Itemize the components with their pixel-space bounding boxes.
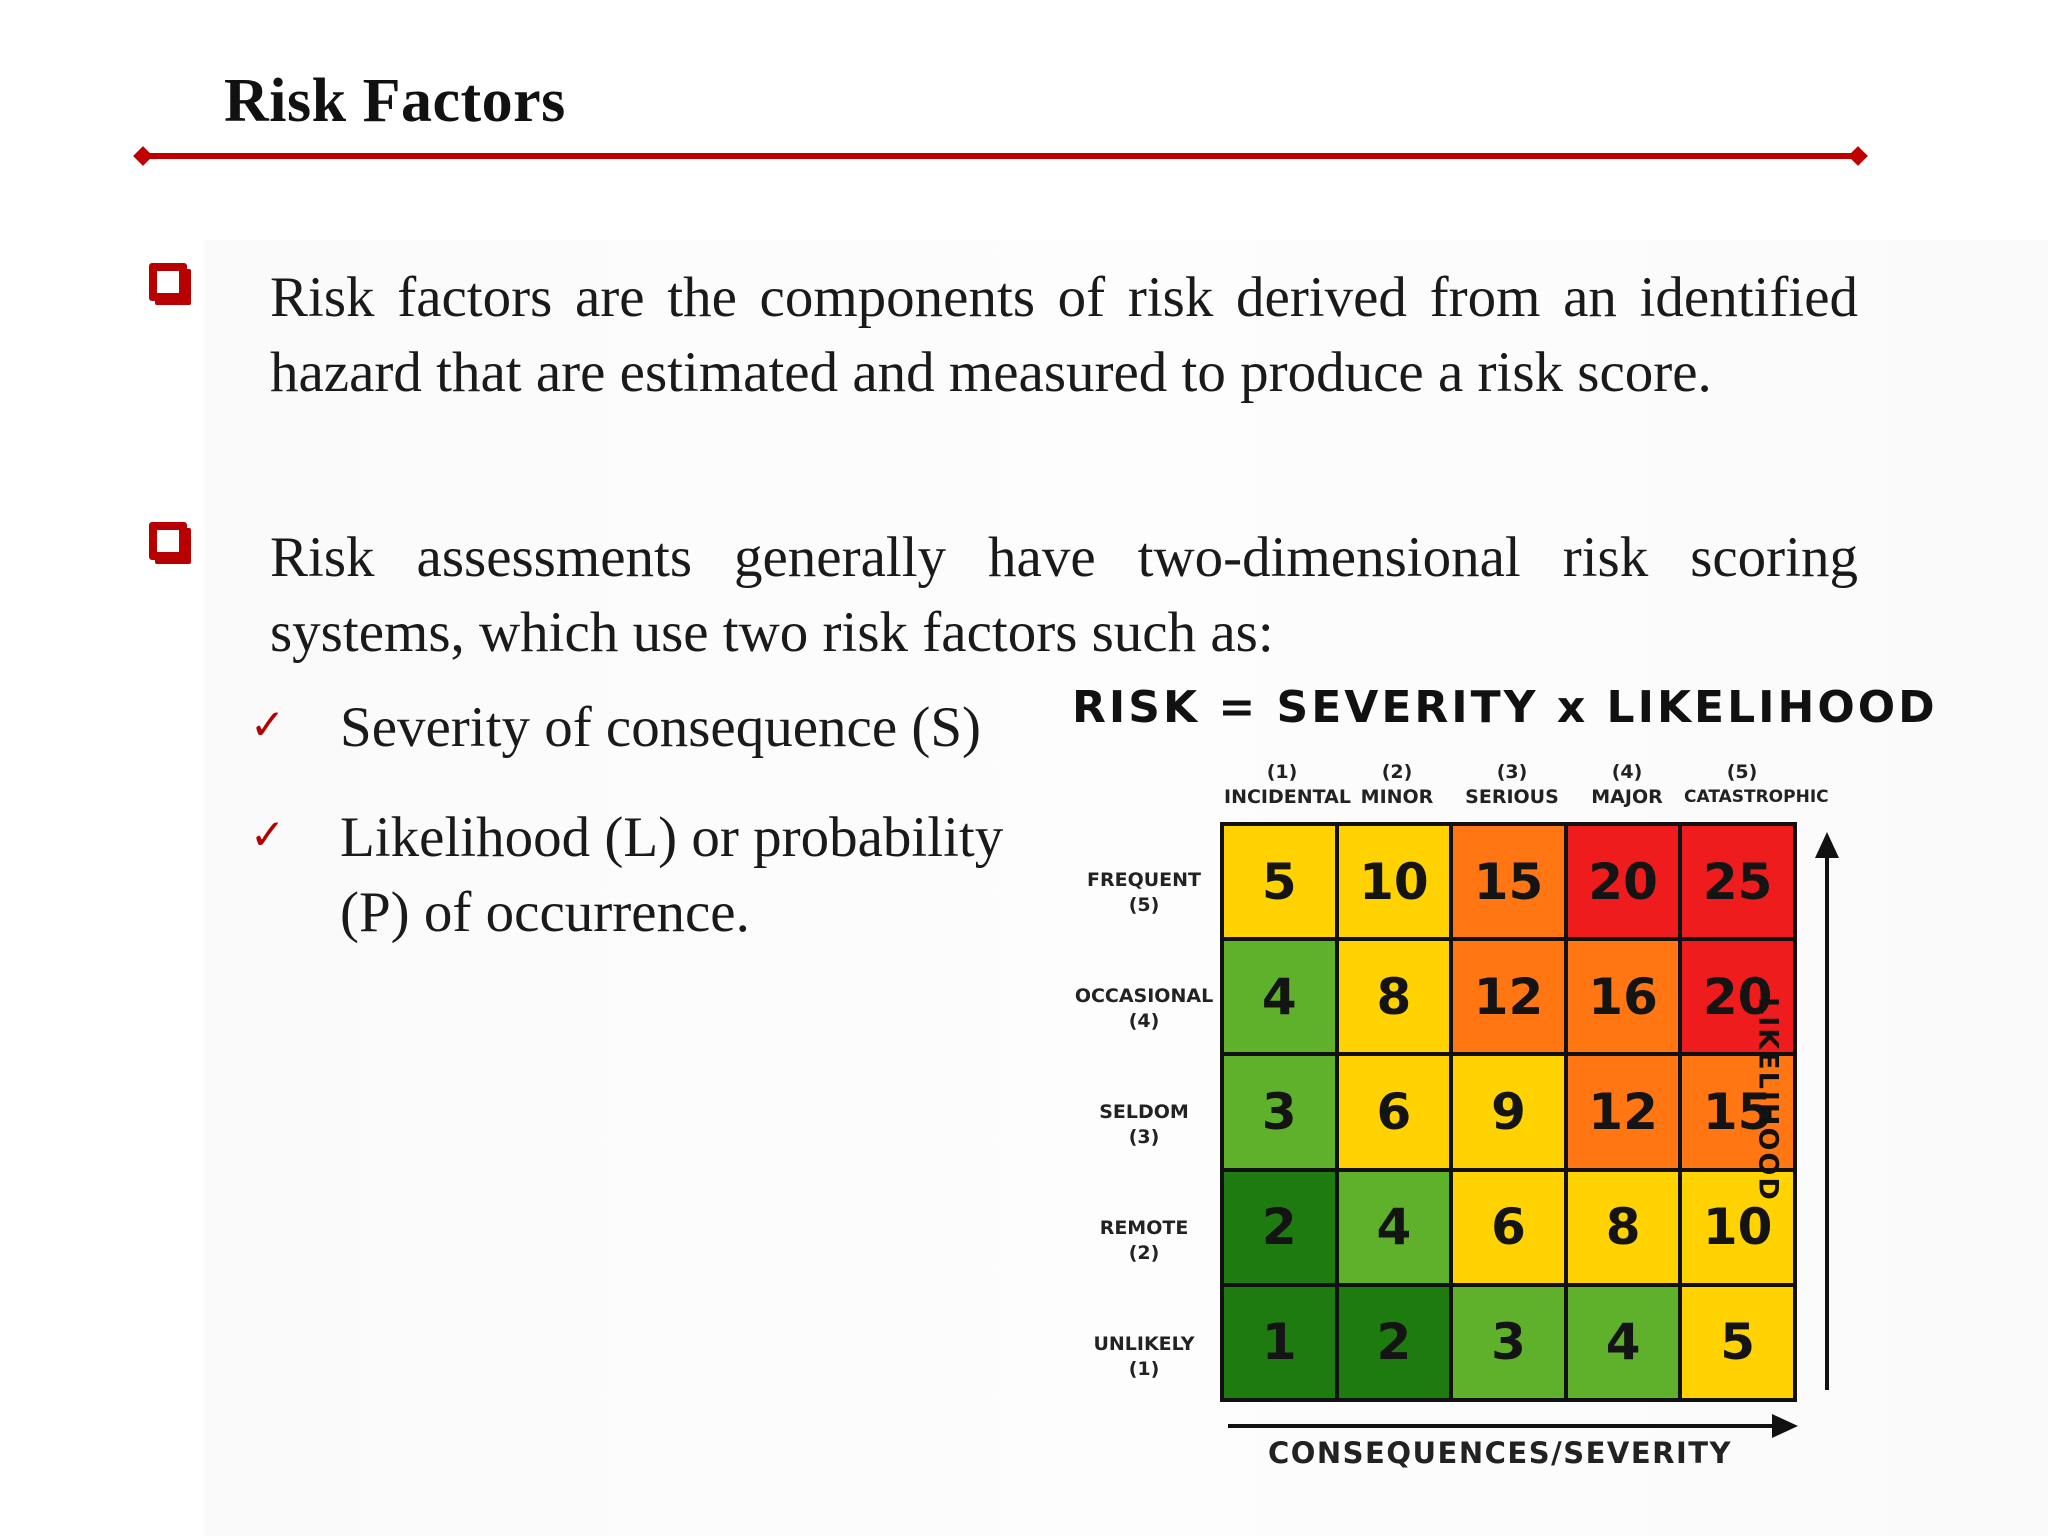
risk-cell: 3 xyxy=(1453,1287,1564,1398)
rule-left-end xyxy=(133,146,153,166)
row-header-remote xyxy=(1068,1216,1220,1266)
risk-cell: 8 xyxy=(1339,941,1450,1052)
risk-cell: 10 xyxy=(1682,1172,1793,1283)
risk-cell: 2 xyxy=(1339,1287,1450,1398)
rule-right-end xyxy=(1848,146,1868,166)
matrix-title: RISK = SEVERITY x LIKELIHOOD xyxy=(1072,682,1938,733)
risk-cell: 15 xyxy=(1682,1056,1793,1167)
risk-cell: 5 xyxy=(1682,1287,1793,1398)
risk-cell: 4 xyxy=(1568,1287,1679,1398)
slide-title: Risk Factors xyxy=(224,67,566,135)
column-name: CATASTROPHIC xyxy=(1684,787,1829,807)
column-header-catastrophic xyxy=(1684,760,1829,810)
row-number: (3) xyxy=(1128,1126,1160,1148)
column-header-serious xyxy=(1454,760,1570,810)
severity-axis-line xyxy=(1228,1424,1776,1428)
likelihood-axis-line xyxy=(1825,850,1829,1390)
bullet-text-1: Risk factors are the components of risk derived from an identified hazard that are estimated and measured to produce a risk score. xyxy=(270,266,1858,404)
row-name: OCCASIONAL xyxy=(1074,985,1214,1007)
risk-cell: 2 xyxy=(1224,1172,1335,1283)
risk-cell: 15 xyxy=(1453,826,1564,937)
column-number: (5) xyxy=(1726,761,1758,783)
risk-cell: 4 xyxy=(1339,1172,1450,1283)
risk-cell: 25 xyxy=(1682,826,1793,937)
bullet-text-2: Risk assessments generally have two-dimensional risk scoring systems, which use two risk factors such as: xyxy=(270,526,1858,664)
risk-cell: 9 xyxy=(1453,1056,1564,1167)
column-number: (2) xyxy=(1381,761,1413,783)
sub-item-severity: Severity of consequence (S) xyxy=(340,696,982,759)
row-name: SELDOM xyxy=(1099,1101,1189,1123)
risk-cell: 1 xyxy=(1224,1287,1335,1398)
row-name: REMOTE xyxy=(1099,1217,1189,1239)
sub-item-likelihood: Likelihood (L) or probability xyxy=(340,806,1004,869)
column-number: (1) xyxy=(1266,761,1298,783)
row-header-unlikely xyxy=(1068,1332,1220,1382)
row-number: (2) xyxy=(1128,1242,1160,1264)
right-arrow-icon xyxy=(1772,1414,1798,1438)
row-number: (4) xyxy=(1128,1010,1160,1032)
row-name: FREQUENT xyxy=(1086,869,1201,891)
column-number: (3) xyxy=(1496,761,1528,783)
column-header-minor xyxy=(1339,760,1455,810)
risk-cell: 8 xyxy=(1568,1172,1679,1283)
risk-cell: 5 xyxy=(1224,826,1335,937)
risk-matrix-grid xyxy=(1220,822,1797,1402)
sub-item-likelihood-cont: (P) of occurrence. xyxy=(340,881,750,944)
risk-cell: 16 xyxy=(1568,941,1679,1052)
severity-axis-label: CONSEQUENCES/SEVERITY xyxy=(1267,1436,1733,1470)
risk-cell: 3 xyxy=(1224,1056,1335,1167)
column-name: INCIDENTAL xyxy=(1224,786,1351,808)
risk-cell: 12 xyxy=(1453,941,1564,1052)
row-header-seldom xyxy=(1068,1100,1220,1150)
title-underline xyxy=(143,153,1858,159)
column-name: MAJOR xyxy=(1591,786,1663,808)
square-bullet-icon xyxy=(149,522,187,560)
row-header-occasional xyxy=(1068,984,1220,1034)
checkmark-icon: ✓ xyxy=(250,810,286,859)
row-number: (5) xyxy=(1128,894,1160,916)
column-header-incidental xyxy=(1224,760,1351,810)
column-name: MINOR xyxy=(1360,786,1434,808)
row-name: UNLIKELY xyxy=(1093,1333,1195,1355)
risk-cell: 20 xyxy=(1682,941,1793,1052)
risk-cell: 4 xyxy=(1224,941,1335,1052)
column-name: SERIOUS xyxy=(1465,786,1559,808)
column-number: (4) xyxy=(1611,761,1643,783)
likelihood-axis-label: LIKELIHOOD xyxy=(1752,997,1784,1202)
column-header-major xyxy=(1569,760,1685,810)
risk-cell: 12 xyxy=(1568,1056,1679,1167)
up-arrow-icon xyxy=(1815,832,1839,858)
risk-cell: 6 xyxy=(1339,1056,1450,1167)
row-number: (1) xyxy=(1128,1358,1160,1380)
checkmark-icon: ✓ xyxy=(250,700,286,749)
row-header-frequent xyxy=(1068,868,1220,918)
risk-cell: 10 xyxy=(1339,826,1450,937)
square-bullet-icon xyxy=(149,263,187,301)
risk-cell: 6 xyxy=(1453,1172,1564,1283)
risk-cell: 20 xyxy=(1568,826,1679,937)
